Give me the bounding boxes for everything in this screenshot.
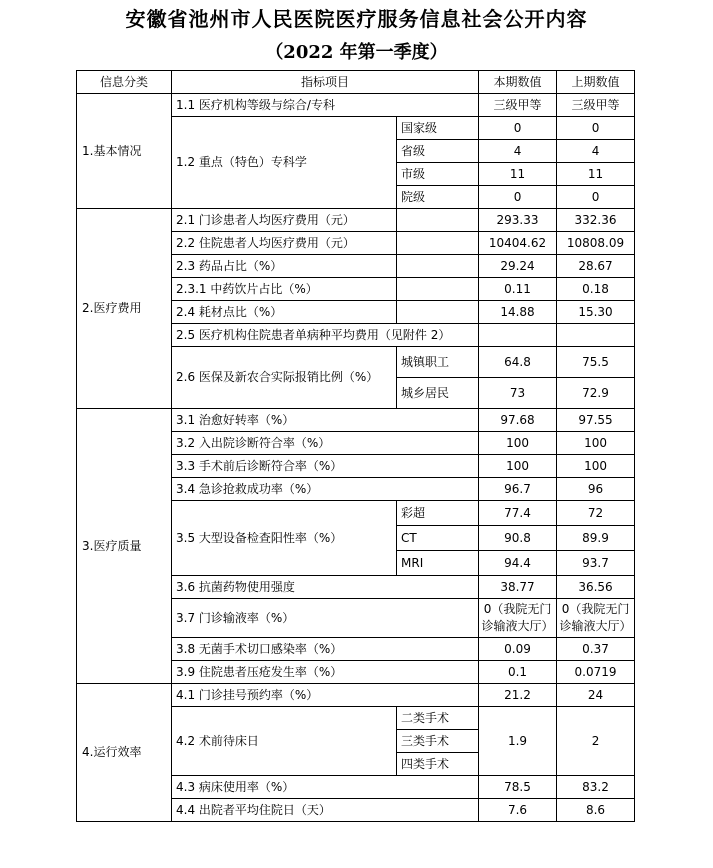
current-value: 7.6 [479,799,557,822]
table-row [77,94,635,117]
current-value: 38.77 [479,576,557,599]
sub-label: 城镇职工 [397,347,479,378]
page-title: 安徽省池州市人民医院医疗服务信息社会公开内容 [125,7,588,31]
current-value: 94.4 [479,551,557,576]
previous-value: 0.37 [557,638,635,661]
previous-value: 三级甲等 [557,94,635,117]
indicator-cell: 3.2 入出院诊断符合率（%） [172,432,479,455]
sub-label: 省级 [397,140,479,163]
header-current: 本期数值 [479,71,557,94]
previous-value: 4 [557,140,635,163]
current-value: 100 [479,432,557,455]
sub-label: 四类手术 [397,753,479,776]
previous-value: 72.9 [557,378,635,409]
current-value: 0 [479,117,557,140]
sub-label: CT [397,526,479,551]
previous-value: 0.0719 [557,661,635,684]
sub-label: 国家级 [397,117,479,140]
current-value: 78.5 [479,776,557,799]
indicator-cell: 2.4 耗材点比（%） [172,301,397,324]
header-indicator: 指标项目 [172,71,479,94]
previous-value: 100 [557,432,635,455]
previous-value: 36.56 [557,576,635,599]
current-value: 29.24 [479,255,557,278]
current-value: 0.09 [479,638,557,661]
previous-value: 28.67 [557,255,635,278]
table-header-row [77,71,635,94]
sub-label: 三类手术 [397,730,479,753]
indicator-cell: 3.3 手术前后诊断符合率（%） [172,455,479,478]
sub-label: 彩超 [397,501,479,526]
empty-cell [479,324,557,347]
empty-cell [557,324,635,347]
current-value: 10404.62 [479,232,557,255]
empty-cell [397,209,479,232]
current-value: 97.68 [479,409,557,432]
indicator-cell: 3.9 住院患者压疮发生率（%） [172,661,479,684]
current-value: 三级甲等 [479,94,557,117]
previous-value: 24 [557,684,635,707]
previous-value: 75.5 [557,347,635,378]
current-value: 0.11 [479,278,557,301]
indicator-cell: 4.4 出院者平均住院日（天） [172,799,479,822]
current-value: 14.88 [479,301,557,324]
indicator-cell: 2.3 药品占比（%） [172,255,397,278]
current-value: 0（我院无门诊输液大厅） [479,599,557,638]
current-value: 21.2 [479,684,557,707]
sub-label: 城乡居民 [397,378,479,409]
previous-value: 72 [557,501,635,526]
current-value: 64.8 [479,347,557,378]
indicator-cell: 1.2 重点（特色）专科学 [172,117,397,209]
empty-cell [397,232,479,255]
indicator-cell: 3.5 大型设备检查阳性率（%） [172,501,397,576]
previous-value: 10808.09 [557,232,635,255]
indicator-cell: 2.5 医疗机构住院患者单病种平均费用（见附件 2） [172,324,479,347]
sub-label: 二类手术 [397,707,479,730]
previous-value: 93.7 [557,551,635,576]
previous-value: 0 [557,186,635,209]
info-table [76,70,635,822]
empty-cell [397,255,479,278]
current-value: 73 [479,378,557,409]
previous-value: 96 [557,478,635,501]
indicator-cell: 2.1 门诊患者人均医疗费用（元） [172,209,397,232]
indicator-cell: 4.1 门诊挂号预约率（%） [172,684,479,707]
indicator-cell: 4.3 病床使用率（%） [172,776,479,799]
previous-value: 11 [557,163,635,186]
category-cell: 1.基本情况 [77,94,172,209]
sub-label: 院级 [397,186,479,209]
previous-value: 332.36 [557,209,635,232]
indicator-cell: 2.2 住院患者人均医疗费用（元） [172,232,397,255]
empty-cell [397,278,479,301]
indicator-cell: 4.2 术前待床日 [172,707,397,776]
previous-value: 15.30 [557,301,635,324]
header-category: 信息分类 [77,71,172,94]
previous-value: 97.55 [557,409,635,432]
sub-label: MRI [397,551,479,576]
previous-value: 8.6 [557,799,635,822]
indicator-cell: 2.6 医保及新农合实际报销比例（%） [172,347,397,409]
indicator-cell: 3.7 门诊输液率（%） [172,599,479,638]
current-value: 293.33 [479,209,557,232]
current-value: 0.1 [479,661,557,684]
previous-value: 100 [557,455,635,478]
indicator-cell: 3.1 治愈好转率（%） [172,409,479,432]
previous-value: 0（我院无门诊输液大厅） [557,599,635,638]
previous-value: 2 [557,707,635,776]
indicator-cell: 2.3.1 中药饮片占比（%） [172,278,397,301]
previous-value: 83.2 [557,776,635,799]
category-cell: 2.医疗费用 [77,209,172,409]
table-row [77,409,635,432]
current-value: 90.8 [479,526,557,551]
indicator-cell: 3.4 急诊抢救成功率（%） [172,478,479,501]
current-value: 0 [479,186,557,209]
previous-value: 0 [557,117,635,140]
current-value: 11 [479,163,557,186]
category-cell: 3.医疗质量 [77,409,172,684]
indicator-cell: 3.6 抗菌药物使用强度 [172,576,479,599]
page-subtitle: （2022 年第一季度） [265,42,448,63]
current-value: 4 [479,140,557,163]
indicator-cell: 3.8 无菌手术切口感染率（%） [172,638,479,661]
previous-value: 0.18 [557,278,635,301]
current-value: 100 [479,455,557,478]
empty-cell [397,301,479,324]
indicator-cell: 1.1 医疗机构等级与综合/专科 [172,94,479,117]
current-value: 96.7 [479,478,557,501]
current-value: 77.4 [479,501,557,526]
current-value: 1.9 [479,707,557,776]
header-previous: 上期数值 [557,71,635,94]
sub-label: 市级 [397,163,479,186]
table-row [77,209,635,232]
category-cell: 4.运行效率 [77,684,172,822]
table-row [77,684,635,707]
previous-value: 89.9 [557,526,635,551]
